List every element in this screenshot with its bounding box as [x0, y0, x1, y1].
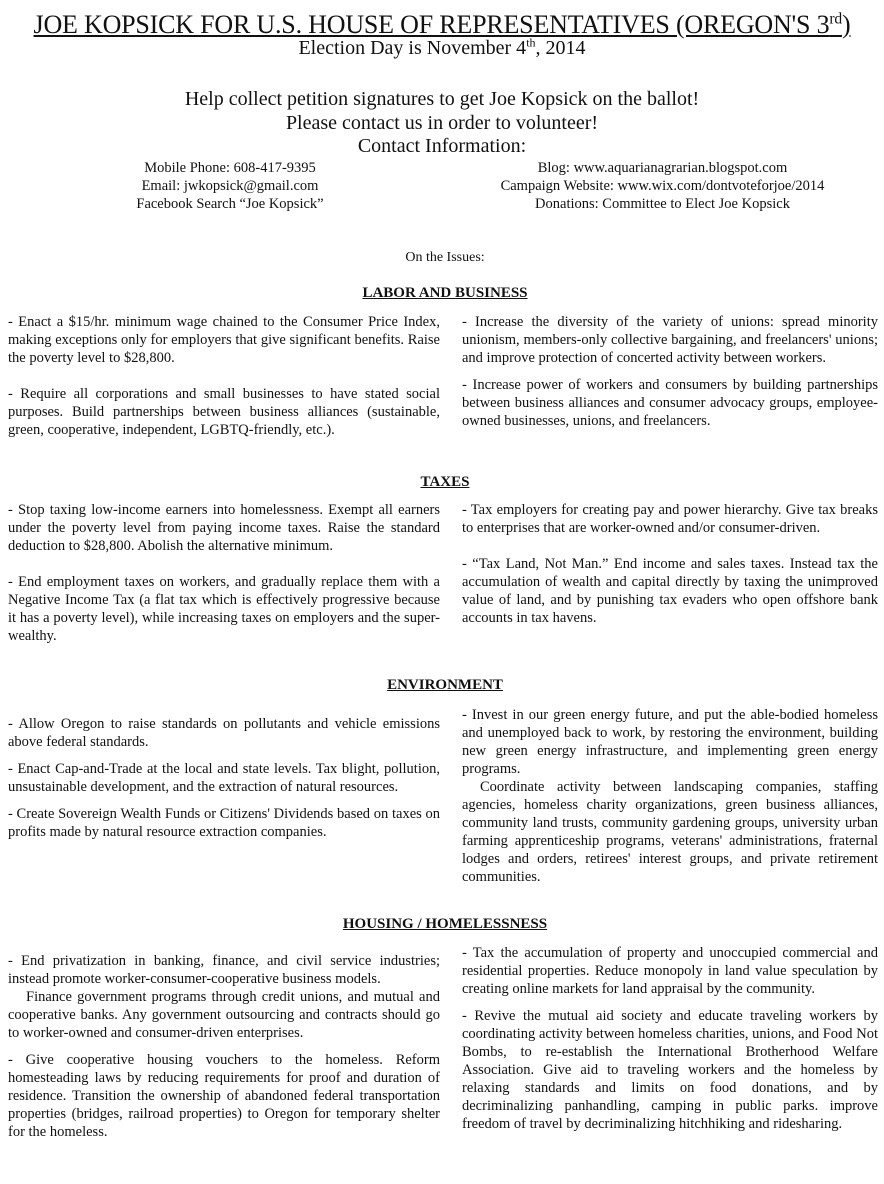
labor-item: - Enact a $15/hr. minimum wage chained to the Consumer Price Index, making exceptions only for employers that give significant benefits. Raise the poverty level to $28,800.: [8, 314, 440, 366]
contact-right-column: [460, 159, 865, 213]
environment-left-column: [8, 715, 440, 841]
labor-left-column: [8, 313, 440, 439]
contact-left-column: [90, 159, 370, 213]
issues-label: On the Issues:: [405, 250, 485, 265]
election-date-superscript: th: [526, 35, 536, 50]
election-date-text: Election Day is November 4: [298, 37, 527, 59]
email: Email: jwkopsick@gmail.com: [141, 178, 319, 194]
environment-item: - Create Sovereign Wealth Funds or Citizens' Dividends based on taxes on profits made by natural resource extraction companies.: [8, 806, 440, 840]
housing-left-column: [8, 952, 440, 1141]
taxes-item: - End employment taxes on workers, and gradually replace them with a Negative Income Tax (a flat tax which is effectively progressive because it has a poverty level), while increasing taxes on employers and the super-wealthy.: [8, 574, 440, 644]
donations-info: Donations: Committee to Elect Joe Kopsick: [535, 196, 790, 212]
title-close-paren: ): [841, 10, 851, 39]
taxes-right-column: [462, 501, 878, 627]
taxes-left-column: [8, 501, 440, 645]
environment-item: - Invest in our green energy future, and put the able-bodied homeless and unemployed back to work, by restoring the environment, building new green energy infrastructure, and implementing green energy programs.: [462, 707, 878, 777]
page-title: [0, 10, 884, 40]
environment-right-column: [462, 706, 878, 886]
housing-item: - Give cooperative housing vouchers to the homeless. Reform homesteading laws by reducing requirements for proof and duration of residence. Transition the ownership of abandoned federal transportation properties (bridges, railroad properties) to Oregon for temporary shelter for the homeless.: [8, 1052, 440, 1140]
title-superscript: rd: [829, 10, 842, 28]
labor-item: - Increase power of workers and consumers by building partnerships between business alliances and consumer advocacy groups, employee-owned businesses, unions, and freelancers.: [462, 377, 878, 429]
title-text: JOE KOPSICK FOR U.S. HOUSE OF REPRESENTATIVES (OREGON'S 3: [33, 10, 830, 39]
labor-right-column: [462, 313, 878, 430]
labor-item: - Require all corporations and small businesses to have stated social purposes. Build partnerships between business alliances (sustainable, green, cooperative, independent, LGBTQ-friendly, etc.).: [8, 386, 440, 438]
section-heading-environment: ENVIRONMENT: [387, 677, 503, 693]
housing-item: Finance government programs through credit unions, and mutual and cooperative banks. Any government outsourcing and contracts should go to worker-owned and consumer-driven enterprises.: [8, 989, 440, 1041]
volunteer-call: Please contact us in order to volunteer!: [285, 112, 599, 134]
section-heading-housing: HOUSING / HOMELESSNESS: [342, 916, 548, 932]
facebook-search: Facebook Search “Joe Kopsick”: [136, 196, 324, 212]
taxes-item: - Tax employers for creating pay and power hierarchy. Give tax breaks to enterprises that are worker-owned and/or consumer-driven.: [462, 502, 878, 536]
campaign-website: Campaign Website: www.wix.com/dontvoteforjoe/2014: [500, 178, 825, 194]
labor-item: - Increase the diversity of the variety of unions: spread minority unionism, members-only collective bargaining, and freelancers' unions; and improve protection of concerted activity between workers.: [462, 314, 878, 366]
mobile-phone: Mobile Phone: 608-417-9395: [144, 160, 316, 176]
election-date: [0, 37, 884, 60]
election-date-year: , 2014: [535, 37, 586, 59]
housing-item: - Revive the mutual aid society and educate traveling workers by coordinating activity between homeless charities, unions, and Food Not Bombs, to re-establish the International Brotherhood Welfare Association. Give aid to traveling workers and the homeless by relaxing standards and limits on food donations, and by decriminalizing panhandling, camping in public parks. improve freedom of travel by decriminalizing hitchhiking and ridesharing.: [462, 1008, 878, 1132]
taxes-item: - “Tax Land, Not Man.” End income and sales taxes. Instead tax the accumulation of wealth and capital directly by taxing the unimproved value of land, and by punishing tax evaders who open offshore bank accounts in tax havens.: [462, 556, 878, 626]
contact-heading: Contact Information:: [357, 135, 527, 157]
environment-item: Coordinate activity between landscaping companies, staffing agencies, homeless charity organizations, green business alliances, community land trusts, community gardening groups, university urban farming apprenticeship programs, veterans' administrations, fraternal lodges and orders, retirees' interest groups, and private retirement communities.: [462, 779, 878, 885]
section-heading-taxes: TAXES: [420, 474, 470, 490]
housing-item: - End privatization in banking, finance, and civil service industries; instead promote worker-consumer-cooperative business models.: [8, 953, 440, 987]
housing-right-column: [462, 944, 878, 1133]
environment-item: - Enact Cap-and-Trade at the local and state levels. Tax blight, pollution, unsustainable development, and the extraction of natural resources.: [8, 761, 440, 795]
environment-item: - Allow Oregon to raise standards on pollutants and vehicle emissions above federal standards.: [8, 716, 440, 750]
taxes-item: - Stop taxing low-income earners into homelessness. Exempt all earners under the poverty level from paying income taxes. Raise the standard deduction to $28,800. Abolish the alternative minimum.: [8, 502, 440, 554]
section-heading-labor: LABOR AND BUSINESS: [362, 285, 528, 301]
housing-item: - Tax the accumulation of property and unoccupied commercial and residential properties. Reduce monopoly in land value speculation by creating online markets for land appraisal by the community.: [462, 945, 878, 997]
blog-link: Blog: www.aquarianagrarian.blogspot.com: [537, 160, 788, 176]
petition-call: Help collect petition signatures to get Joe Kopsick on the ballot!: [184, 88, 700, 110]
